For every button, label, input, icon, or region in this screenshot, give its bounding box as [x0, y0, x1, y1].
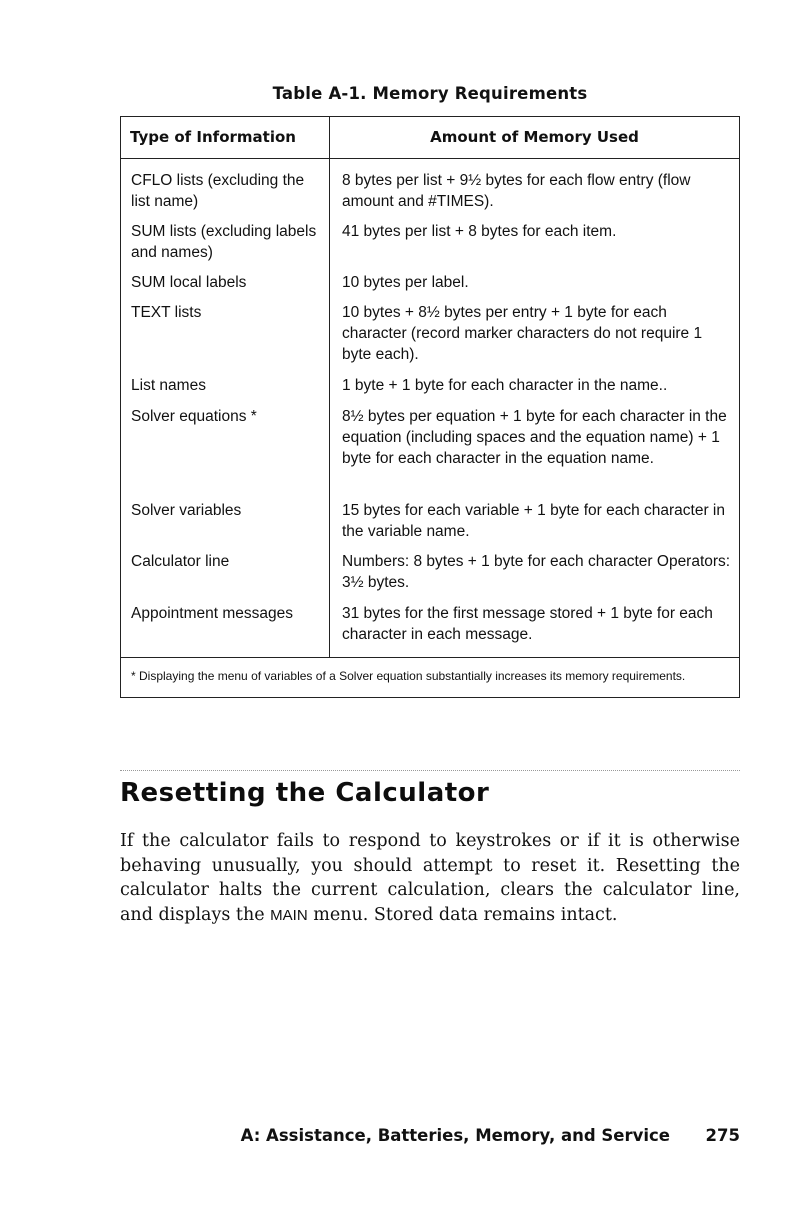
- amount-cell-text: 8 bytes per list + 9½ bytes for each flow entry (flow amount and #TIMES).: [342, 172, 691, 210]
- type-cell: [121, 375, 329, 406]
- section-paragraph: [120, 829, 740, 928]
- amount-cell-text: 15 bytes for each variable + 1 byte for each character in the variable name.: [342, 502, 725, 540]
- table-body: [121, 159, 739, 657]
- amount-cell: [330, 603, 739, 657]
- type-cell: [121, 603, 329, 657]
- amount-cell-text: 10 bytes + 8½ bytes per entry + 1 byte for each character (record marker characters do not require 1 byte each).: [342, 304, 703, 363]
- header-type-of-information: Type of Information: [121, 117, 330, 158]
- amount-cell-text: 8½ bytes per equation + 1 byte for each character in the equation (including spaces and the equation name) + 1 byte for each character in the equation name.: [342, 408, 727, 467]
- type-cell: [121, 302, 329, 375]
- amount-cell: [330, 375, 739, 406]
- footer-section-title: A: Assistance, Batteries, Memory, and Service: [240, 1126, 670, 1145]
- section-heading: Resetting the Calculator: [120, 778, 490, 808]
- amount-cell: [330, 302, 739, 375]
- table-title: Table A-1. Memory Requirements: [272, 84, 588, 103]
- type-cell-text: TEXT lists: [131, 304, 202, 321]
- amount-cell: [330, 221, 739, 272]
- paragraph-text-part2: menu. Stored data remains intact.: [313, 904, 618, 925]
- type-cell-text: Solver equations *: [131, 408, 257, 425]
- type-cell-text: SUM lists (excluding labels and names): [131, 223, 317, 261]
- main-menu-name: MAIN: [270, 906, 308, 924]
- amount-cell: [330, 551, 739, 603]
- type-cell: [121, 500, 329, 551]
- type-cell: [121, 221, 329, 272]
- table-footnote: * Displaying the menu of variables of a Solver equation substantially increases its memory requirements.: [121, 657, 739, 697]
- type-column: [121, 159, 330, 657]
- type-cell-text: CFLO lists (excluding the list name): [131, 172, 305, 210]
- type-cell: [121, 551, 329, 603]
- section-divider: [120, 770, 740, 771]
- type-cell: [121, 406, 329, 500]
- amount-cell-text: 1 byte + 1 byte for each character in the name..: [342, 377, 668, 394]
- amount-cell-text: 10 bytes per label.: [342, 274, 469, 291]
- amount-cell: [330, 500, 739, 551]
- type-cell-text: List names: [131, 377, 206, 394]
- amount-column: [330, 159, 739, 657]
- type-cell-text: Appointment messages: [131, 605, 293, 622]
- amount-cell-text: 31 bytes for the first message stored + 1 byte for each character in each message.: [342, 605, 713, 643]
- memory-requirements-table: [120, 116, 740, 698]
- type-cell-text: Calculator line: [131, 553, 230, 570]
- paragraph-text-part1: If the calculator fails to respond to keystrokes or if it is otherwise behaving unusually, you should attempt to reset it. Resetting the calculator halts the current calculation, clears the calculator line, and displays the: [120, 831, 740, 925]
- table-header-row: [121, 117, 739, 159]
- type-cell: [121, 272, 329, 302]
- amount-cell: [330, 406, 739, 500]
- amount-cell-text: Numbers: 8 bytes + 1 byte for each character Operators: 3½ bytes.: [342, 553, 731, 591]
- amount-cell: [330, 272, 739, 302]
- amount-cell: [330, 159, 739, 221]
- type-cell-text: Solver variables: [131, 502, 242, 519]
- header-amount-of-memory: Amount of Memory Used: [430, 128, 639, 146]
- type-cell: [121, 159, 329, 221]
- page-number: 275: [705, 1126, 740, 1145]
- amount-cell-text: 41 bytes per list + 8 bytes for each item.: [342, 223, 617, 240]
- type-cell-text: SUM local labels: [131, 274, 247, 291]
